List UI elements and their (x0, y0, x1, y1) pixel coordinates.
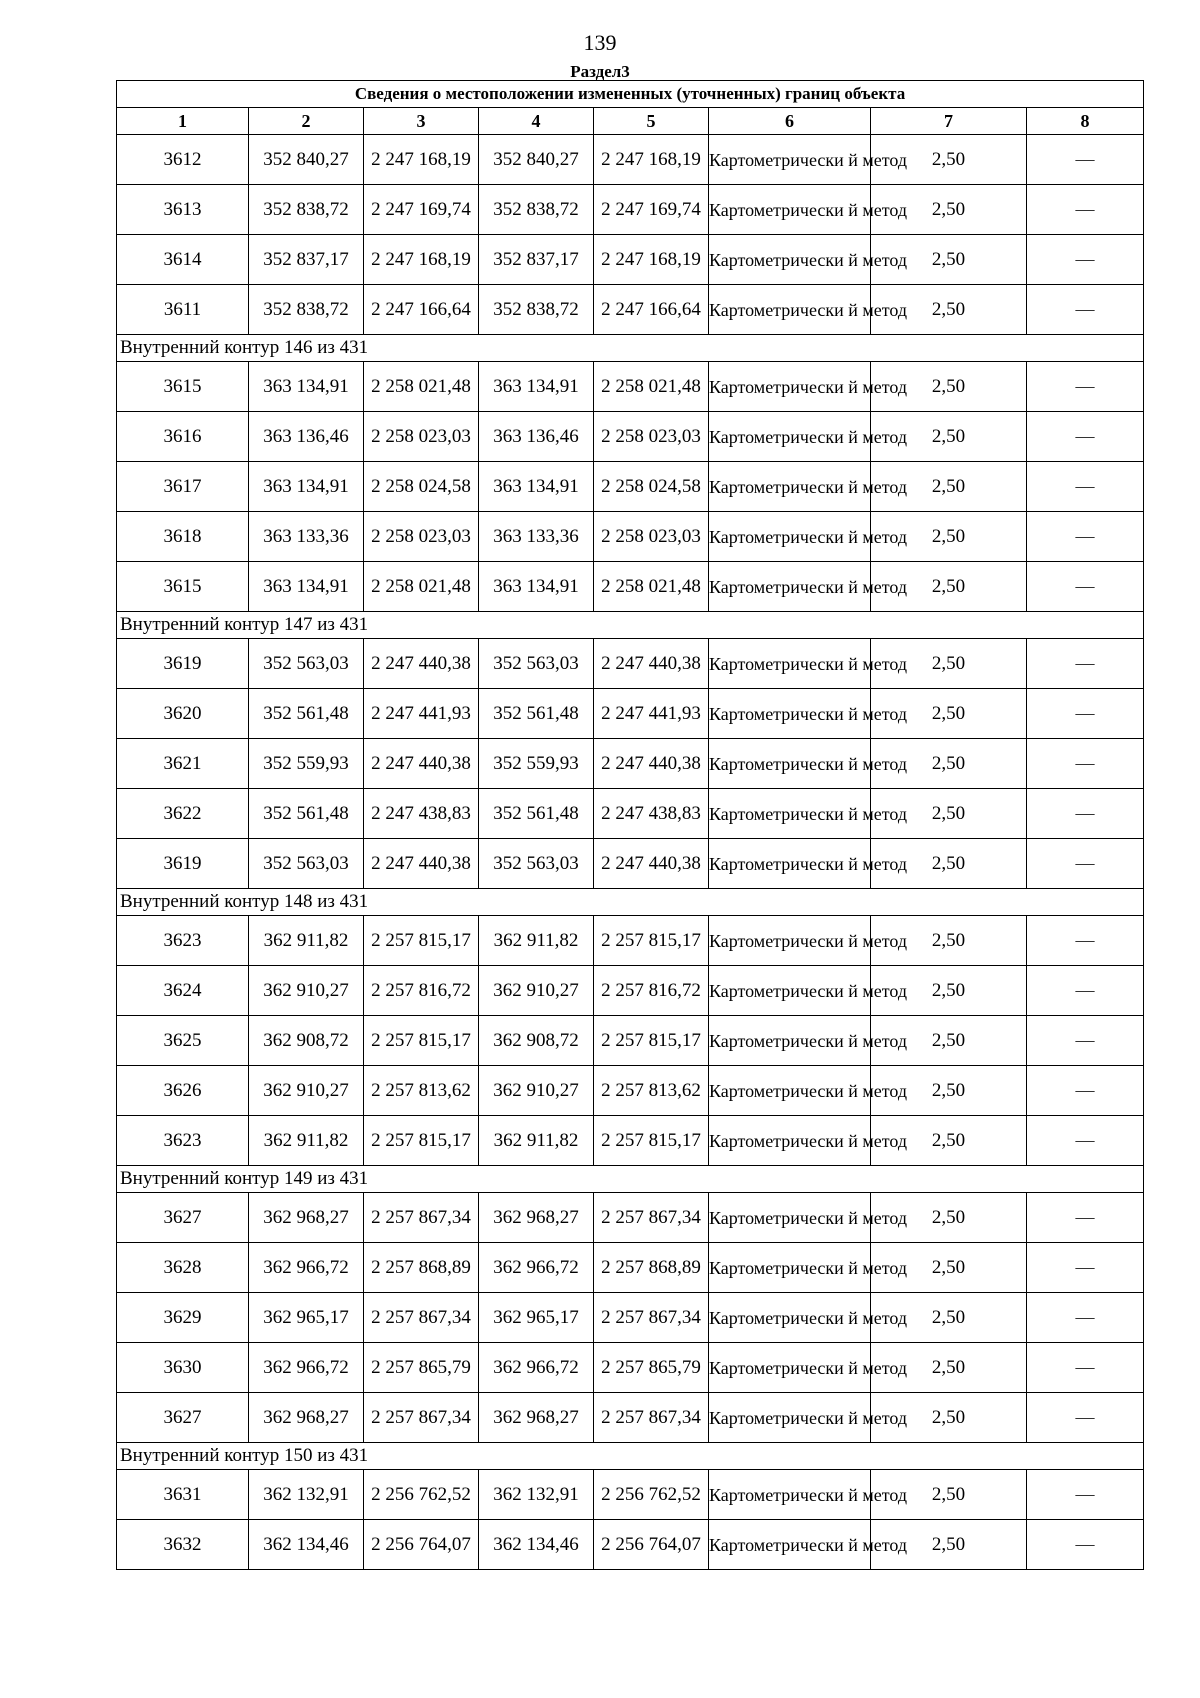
contour-label: Внутренний контур 149 из 431 (117, 1166, 1144, 1193)
method-cell: Картометрически й метод (709, 512, 871, 562)
table-row (117, 185, 1144, 235)
point-number-cell: 3622 (117, 789, 249, 839)
table-row (117, 739, 1144, 789)
x-coordinate-cell: 362 911,82 (479, 916, 594, 966)
point-number-cell: 3621 (117, 739, 249, 789)
point-number-cell: 3614 (117, 235, 249, 285)
y-coordinate-cell: 2 257 816,72 (594, 966, 709, 1016)
y-coordinate-cell: 2 258 023,03 (594, 412, 709, 462)
point-number-cell: 3619 (117, 639, 249, 689)
contour-header-row (117, 612, 1144, 639)
y-coordinate-cell: 2 256 762,52 (594, 1470, 709, 1520)
description-cell: — (1027, 512, 1144, 562)
x-coordinate-cell: 362 966,72 (479, 1343, 594, 1393)
point-number-cell: 3627 (117, 1193, 249, 1243)
method-cell: Картометрически й метод (709, 1520, 871, 1570)
precision-cell: 2,50 (871, 1343, 1027, 1393)
x-coordinate-cell: 363 134,91 (249, 562, 364, 612)
y-coordinate-cell: 2 257 815,17 (594, 1116, 709, 1166)
description-cell: — (1027, 1343, 1144, 1393)
x-coordinate-cell: 363 133,36 (249, 512, 364, 562)
y-coordinate-cell: 2 247 166,64 (364, 285, 479, 335)
point-number-cell: 3630 (117, 1343, 249, 1393)
y-coordinate-cell: 2 257 813,62 (364, 1066, 479, 1116)
column-number: 7 (871, 108, 1027, 135)
table-row (117, 235, 1144, 285)
y-coordinate-cell: 2 258 021,48 (594, 562, 709, 612)
x-coordinate-cell: 363 134,91 (479, 462, 594, 512)
method-cell: Картометрически й метод (709, 639, 871, 689)
y-coordinate-cell: 2 256 762,52 (364, 1470, 479, 1520)
method-cell: Картометрически й метод (709, 562, 871, 612)
precision-cell: 2,50 (871, 1520, 1027, 1570)
y-coordinate-cell: 2 247 169,74 (364, 185, 479, 235)
x-coordinate-cell: 363 136,46 (249, 412, 364, 462)
table-row (117, 916, 1144, 966)
x-coordinate-cell: 352 559,93 (479, 739, 594, 789)
method-cell: Картометрически й метод (709, 739, 871, 789)
x-coordinate-cell: 362 965,17 (249, 1293, 364, 1343)
table-row (117, 562, 1144, 612)
x-coordinate-cell: 363 136,46 (479, 412, 594, 462)
precision-cell: 2,50 (871, 739, 1027, 789)
method-cell: Картометрически й метод (709, 185, 871, 235)
x-coordinate-cell: 352 559,93 (249, 739, 364, 789)
x-coordinate-cell: 362 910,27 (479, 966, 594, 1016)
y-coordinate-cell: 2 247 168,19 (364, 235, 479, 285)
column-number-row (117, 108, 1144, 135)
precision-cell: 2,50 (871, 135, 1027, 185)
x-coordinate-cell: 362 911,82 (249, 1116, 364, 1166)
table-row (117, 839, 1144, 889)
column-number: 3 (364, 108, 479, 135)
description-cell: — (1027, 1520, 1144, 1570)
y-coordinate-cell: 2 247 440,38 (594, 839, 709, 889)
table-row (117, 789, 1144, 839)
y-coordinate-cell: 2 258 023,03 (364, 512, 479, 562)
x-coordinate-cell: 363 134,91 (249, 462, 364, 512)
method-cell: Картометрически й метод (709, 1293, 871, 1343)
y-coordinate-cell: 2 256 764,07 (364, 1520, 479, 1570)
description-cell: — (1027, 639, 1144, 689)
x-coordinate-cell: 362 968,27 (479, 1393, 594, 1443)
y-coordinate-cell: 2 257 868,89 (594, 1243, 709, 1293)
precision-cell: 2,50 (871, 1066, 1027, 1116)
y-coordinate-cell: 2 258 024,58 (364, 462, 479, 512)
y-coordinate-cell: 2 247 169,74 (594, 185, 709, 235)
precision-cell: 2,50 (871, 1243, 1027, 1293)
y-coordinate-cell: 2 258 023,03 (364, 412, 479, 462)
point-number-cell: 3625 (117, 1016, 249, 1066)
y-coordinate-cell: 2 247 440,38 (364, 639, 479, 689)
y-coordinate-cell: 2 258 024,58 (594, 462, 709, 512)
point-number-cell: 3631 (117, 1470, 249, 1520)
table-row (117, 462, 1144, 512)
description-cell: — (1027, 185, 1144, 235)
y-coordinate-cell: 2 257 816,72 (364, 966, 479, 1016)
y-coordinate-cell: 2 247 168,19 (594, 135, 709, 185)
precision-cell: 2,50 (871, 362, 1027, 412)
method-cell: Картометрически й метод (709, 1116, 871, 1166)
point-number-cell: 3617 (117, 462, 249, 512)
y-coordinate-cell: 2 257 815,17 (594, 1016, 709, 1066)
table-row (117, 512, 1144, 562)
coordinates-table (116, 80, 1144, 1570)
x-coordinate-cell: 352 838,72 (249, 285, 364, 335)
table-row (117, 1343, 1144, 1393)
method-cell: Картометрически й метод (709, 362, 871, 412)
y-coordinate-cell: 2 257 867,34 (594, 1293, 709, 1343)
x-coordinate-cell: 362 910,27 (479, 1066, 594, 1116)
x-coordinate-cell: 362 134,46 (479, 1520, 594, 1570)
description-cell: — (1027, 285, 1144, 335)
contour-header-row (117, 1166, 1144, 1193)
x-coordinate-cell: 362 968,27 (249, 1193, 364, 1243)
y-coordinate-cell: 2 247 440,38 (364, 839, 479, 889)
page-number: 139 (583, 30, 617, 55)
y-coordinate-cell: 2 257 867,34 (364, 1393, 479, 1443)
table-row (117, 362, 1144, 412)
contour-header-row (117, 335, 1144, 362)
point-number-cell: 3618 (117, 512, 249, 562)
precision-cell: 2,50 (871, 562, 1027, 612)
y-coordinate-cell: 2 258 021,48 (364, 562, 479, 612)
x-coordinate-cell: 362 968,27 (249, 1393, 364, 1443)
y-coordinate-cell: 2 257 867,34 (364, 1293, 479, 1343)
contour-label: Внутренний контур 148 из 431 (117, 889, 1144, 916)
description-cell: — (1027, 412, 1144, 462)
y-coordinate-cell: 2 247 440,38 (594, 639, 709, 689)
y-coordinate-cell: 2 257 867,34 (594, 1193, 709, 1243)
precision-cell: 2,50 (871, 1470, 1027, 1520)
y-coordinate-cell: 2 257 815,17 (594, 916, 709, 966)
precision-cell: 2,50 (871, 1016, 1027, 1066)
point-number-cell: 3620 (117, 689, 249, 739)
method-cell: Картометрически й метод (709, 1066, 871, 1116)
y-coordinate-cell: 2 257 865,79 (594, 1343, 709, 1393)
table-row (117, 1293, 1144, 1343)
precision-cell: 2,50 (871, 1393, 1027, 1443)
table-row (117, 1243, 1144, 1293)
method-cell: Картометрически й метод (709, 689, 871, 739)
y-coordinate-cell: 2 257 868,89 (364, 1243, 479, 1293)
y-coordinate-cell: 2 256 764,07 (594, 1520, 709, 1570)
method-cell: Картометрически й метод (709, 1343, 871, 1393)
point-number-cell: 3629 (117, 1293, 249, 1343)
method-cell: Картометрически й метод (709, 1470, 871, 1520)
description-cell: — (1027, 1193, 1144, 1243)
method-cell: Картометрически й метод (709, 135, 871, 185)
description-cell: — (1027, 839, 1144, 889)
y-coordinate-cell: 2 247 438,83 (594, 789, 709, 839)
point-number-cell: 3624 (117, 966, 249, 1016)
method-cell: Картометрически й метод (709, 966, 871, 1016)
x-coordinate-cell: 362 966,72 (249, 1343, 364, 1393)
method-cell: Картометрически й метод (709, 1393, 871, 1443)
precision-cell: 2,50 (871, 916, 1027, 966)
precision-cell: 2,50 (871, 412, 1027, 462)
table-row (117, 1520, 1144, 1570)
x-coordinate-cell: 362 910,27 (249, 1066, 364, 1116)
point-number-cell: 3623 (117, 916, 249, 966)
x-coordinate-cell: 352 840,27 (479, 135, 594, 185)
point-number-cell: 3615 (117, 562, 249, 612)
y-coordinate-cell: 2 257 867,34 (364, 1193, 479, 1243)
y-coordinate-cell: 2 247 440,38 (594, 739, 709, 789)
x-coordinate-cell: 363 134,91 (249, 362, 364, 412)
description-cell: — (1027, 1393, 1144, 1443)
x-coordinate-cell: 362 911,82 (249, 916, 364, 966)
table-row (117, 412, 1144, 462)
precision-cell: 2,50 (871, 512, 1027, 562)
x-coordinate-cell: 363 133,36 (479, 512, 594, 562)
x-coordinate-cell: 352 837,17 (479, 235, 594, 285)
column-number: 2 (249, 108, 364, 135)
table-row (117, 639, 1144, 689)
precision-cell: 2,50 (871, 462, 1027, 512)
y-coordinate-cell: 2 247 438,83 (364, 789, 479, 839)
point-number-cell: 3632 (117, 1520, 249, 1570)
precision-cell: 2,50 (871, 639, 1027, 689)
point-number-cell: 3619 (117, 839, 249, 889)
precision-cell: 2,50 (871, 689, 1027, 739)
contour-header-row (117, 889, 1144, 916)
description-cell: — (1027, 739, 1144, 789)
method-cell: Картометрически й метод (709, 1193, 871, 1243)
description-cell: — (1027, 362, 1144, 412)
precision-cell: 2,50 (871, 789, 1027, 839)
x-coordinate-cell: 352 838,72 (479, 285, 594, 335)
point-number-cell: 3627 (117, 1393, 249, 1443)
precision-cell: 2,50 (871, 185, 1027, 235)
x-coordinate-cell: 362 966,72 (479, 1243, 594, 1293)
contour-header-row (117, 1443, 1144, 1470)
column-number: 4 (479, 108, 594, 135)
y-coordinate-cell: 2 247 441,93 (364, 689, 479, 739)
method-cell: Картометрически й метод (709, 1243, 871, 1293)
y-coordinate-cell: 2 258 021,48 (364, 362, 479, 412)
y-coordinate-cell: 2 247 166,64 (594, 285, 709, 335)
description-cell: — (1027, 966, 1144, 1016)
method-cell: Картометрически й метод (709, 285, 871, 335)
x-coordinate-cell: 362 966,72 (249, 1243, 364, 1293)
table-row (117, 1066, 1144, 1116)
point-number-cell: 3623 (117, 1116, 249, 1166)
y-coordinate-cell: 2 257 813,62 (594, 1066, 709, 1116)
precision-cell: 2,50 (871, 285, 1027, 335)
column-number: 6 (709, 108, 871, 135)
contour-label: Внутренний контур 147 из 431 (117, 612, 1144, 639)
x-coordinate-cell: 362 132,91 (479, 1470, 594, 1520)
point-number-cell: 3611 (117, 285, 249, 335)
method-cell: Картометрически й метод (709, 412, 871, 462)
method-cell: Картометрически й метод (709, 462, 871, 512)
x-coordinate-cell: 362 908,72 (479, 1016, 594, 1066)
y-coordinate-cell: 2 247 168,19 (364, 135, 479, 185)
x-coordinate-cell: 352 561,48 (249, 789, 364, 839)
table-body (117, 135, 1144, 1570)
description-cell: — (1027, 1243, 1144, 1293)
point-number-cell: 3628 (117, 1243, 249, 1293)
x-coordinate-cell: 352 561,48 (479, 689, 594, 739)
table-row (117, 135, 1144, 185)
description-cell: — (1027, 789, 1144, 839)
description-cell: — (1027, 1116, 1144, 1166)
x-coordinate-cell: 352 563,03 (249, 639, 364, 689)
table-row (117, 689, 1144, 739)
precision-cell: 2,50 (871, 1193, 1027, 1243)
description-cell: — (1027, 916, 1144, 966)
y-coordinate-cell: 2 258 021,48 (594, 362, 709, 412)
point-number-cell: 3613 (117, 185, 249, 235)
table-row (117, 1393, 1144, 1443)
x-coordinate-cell: 352 563,03 (479, 639, 594, 689)
x-coordinate-cell: 362 965,17 (479, 1293, 594, 1343)
column-number: 8 (1027, 108, 1144, 135)
y-coordinate-cell: 2 257 815,17 (364, 916, 479, 966)
x-coordinate-cell: 363 134,91 (479, 362, 594, 412)
y-coordinate-cell: 2 257 865,79 (364, 1343, 479, 1393)
contour-label: Внутренний контур 150 из 431 (117, 1443, 1144, 1470)
method-cell: Картометрически й метод (709, 235, 871, 285)
x-coordinate-cell: 352 563,03 (249, 839, 364, 889)
x-coordinate-cell: 352 837,17 (249, 235, 364, 285)
y-coordinate-cell: 2 247 441,93 (594, 689, 709, 739)
x-coordinate-cell: 352 561,48 (249, 689, 364, 739)
point-number-cell: 3616 (117, 412, 249, 462)
table-row (117, 1193, 1144, 1243)
x-coordinate-cell: 362 911,82 (479, 1116, 594, 1166)
x-coordinate-cell: 352 563,03 (479, 839, 594, 889)
y-coordinate-cell: 2 247 440,38 (364, 739, 479, 789)
contour-label: Внутренний контур 146 из 431 (117, 335, 1144, 362)
table-row (117, 285, 1144, 335)
x-coordinate-cell: 362 910,27 (249, 966, 364, 1016)
table-title-row (117, 81, 1144, 108)
point-number-cell: 3612 (117, 135, 249, 185)
precision-cell: 2,50 (871, 1293, 1027, 1343)
x-coordinate-cell: 362 134,46 (249, 1520, 364, 1570)
description-cell: — (1027, 135, 1144, 185)
description-cell: — (1027, 462, 1144, 512)
x-coordinate-cell: 363 134,91 (479, 562, 594, 612)
method-cell: Картометрически й метод (709, 839, 871, 889)
x-coordinate-cell: 352 838,72 (479, 185, 594, 235)
x-coordinate-cell: 362 132,91 (249, 1470, 364, 1520)
description-cell: — (1027, 235, 1144, 285)
y-coordinate-cell: 2 258 023,03 (594, 512, 709, 562)
table-row (117, 1116, 1144, 1166)
method-cell: Картометрически й метод (709, 789, 871, 839)
description-cell: — (1027, 1016, 1144, 1066)
column-number: 1 (117, 108, 249, 135)
point-number-cell: 3615 (117, 362, 249, 412)
description-cell: — (1027, 1470, 1144, 1520)
y-coordinate-cell: 2 257 815,17 (364, 1116, 479, 1166)
table-row (117, 1016, 1144, 1066)
description-cell: — (1027, 1293, 1144, 1343)
precision-cell: 2,50 (871, 235, 1027, 285)
precision-cell: 2,50 (871, 839, 1027, 889)
column-number: 5 (594, 108, 709, 135)
description-cell: — (1027, 562, 1144, 612)
x-coordinate-cell: 362 908,72 (249, 1016, 364, 1066)
table-title: Сведения о местоположении измененных (уточненных) границ объекта (117, 81, 1144, 108)
section-label: Раздел3 (570, 62, 630, 81)
method-cell: Картометрически й метод (709, 916, 871, 966)
precision-cell: 2,50 (871, 1116, 1027, 1166)
point-number-cell: 3626 (117, 1066, 249, 1116)
table-row (117, 1470, 1144, 1520)
method-cell: Картометрически й метод (709, 1016, 871, 1066)
table-row (117, 966, 1144, 1016)
y-coordinate-cell: 2 247 168,19 (594, 235, 709, 285)
x-coordinate-cell: 352 561,48 (479, 789, 594, 839)
y-coordinate-cell: 2 257 867,34 (594, 1393, 709, 1443)
x-coordinate-cell: 352 838,72 (249, 185, 364, 235)
precision-cell: 2,50 (871, 966, 1027, 1016)
description-cell: — (1027, 689, 1144, 739)
x-coordinate-cell: 352 840,27 (249, 135, 364, 185)
x-coordinate-cell: 362 968,27 (479, 1193, 594, 1243)
y-coordinate-cell: 2 257 815,17 (364, 1016, 479, 1066)
description-cell: — (1027, 1066, 1144, 1116)
